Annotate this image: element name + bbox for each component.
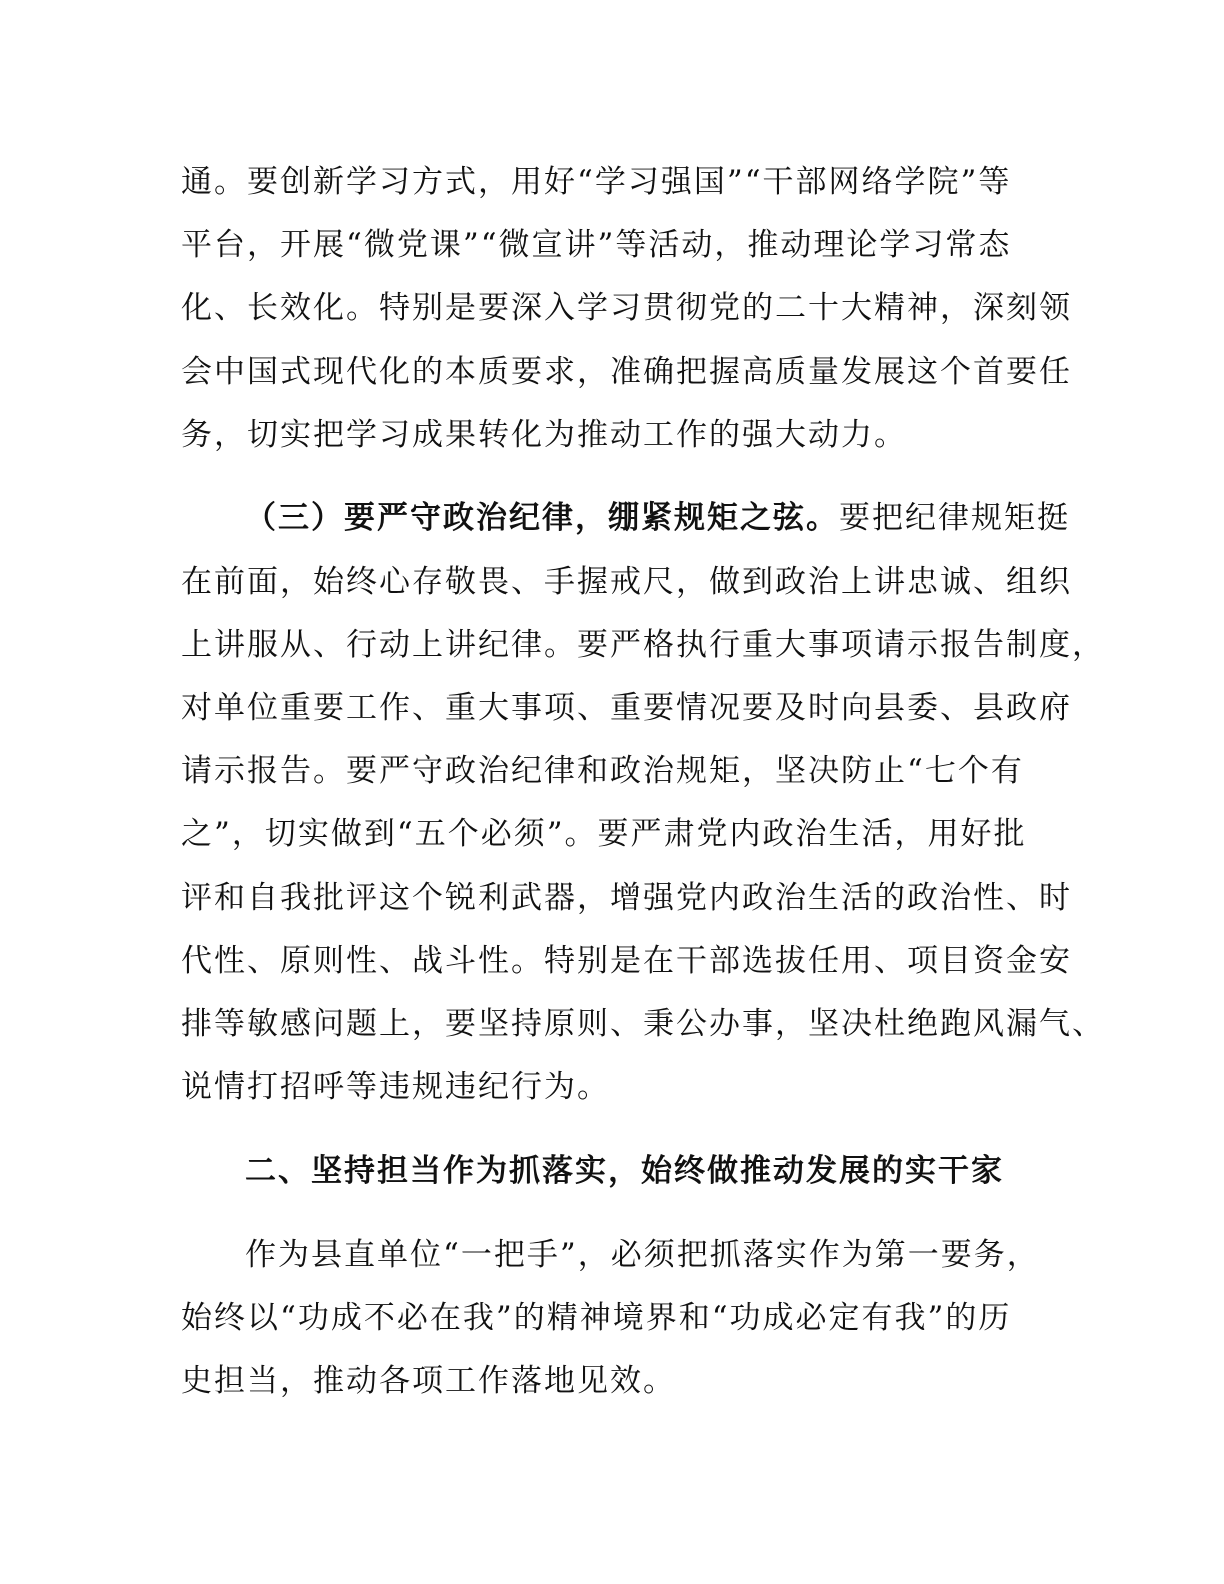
paragraph-2-line-2: 在前面，始终心存敬畏、手握戒尺，做到政治上讲忠诚、组织 <box>181 564 1072 600</box>
paragraph-2-line-8: 代性、原则性、战斗性。特别是在干部选拔任用、项目资金安 <box>181 943 1072 979</box>
paragraph-2-line-4: 对单位重要工作、重大事项、重要情况要及时向县委、县政府 <box>181 690 1072 726</box>
paragraph-3-line-2: 始终以“功成不必在我”的精神境界和“功成必定有我”的历 <box>181 1300 1012 1336</box>
paragraph-2-first-line-rest: 要把纪律规矩挺 <box>839 500 1070 536</box>
paragraph-1-line-5: 务，切实把学习成果转化为推动工作的强大动力。 <box>181 417 907 453</box>
section-heading: 二、坚持担当作为抓落实，始终做推动发展的实干家 <box>245 1153 1004 1189</box>
paragraph-2-line-9: 排等敏感问题上，要坚持原则、秉公办事，坚决杜绝跑风漏气、 <box>181 1006 1105 1042</box>
paragraph-2-line-7: 评和自我批评这个锐利武器，增强党内政治生活的政治性、时 <box>181 880 1072 916</box>
paragraph-3-line-1: 作为县直单位“一把手”，必须把抓落实作为第一要务， <box>245 1237 1040 1273</box>
paragraph-1-line-1: 通。要创新学习方式，用好“学习强国”“干部网络学院”等 <box>181 164 1012 200</box>
paragraph-3-line-3: 史担当，推动各项工作落地见效。 <box>181 1363 676 1399</box>
paragraph-1-line-3: 化、长效化。特别是要深入学习贯彻党的二十大精神，深刻领 <box>181 290 1072 326</box>
subsection-heading: （三）要严守政治纪律，绷紧规矩之弦。 <box>245 500 839 536</box>
paragraph-2-line-6: 之”，切实做到“五个必须”。要严肃党内政治生活，用好批 <box>181 816 1027 852</box>
paragraph-2-line-1 <box>245 498 1070 538</box>
paragraph-2-line-3: 上讲服从、行动上讲纪律。要严格执行重大事项请示报告制度， <box>181 627 1105 663</box>
paragraph-1-line-4: 会中国式现代化的本质要求，准确把握高质量发展这个首要任 <box>181 354 1072 390</box>
paragraph-1-line-2: 平台，开展“微党课”“微宣讲”等活动，推动理论学习常态 <box>181 227 1012 263</box>
paragraph-2-line-5: 请示报告。要严守政治纪律和政治规矩，坚决防止“七个有 <box>181 753 1024 789</box>
paragraph-2-line-10: 说情打招呼等违规违纪行为。 <box>181 1069 610 1105</box>
